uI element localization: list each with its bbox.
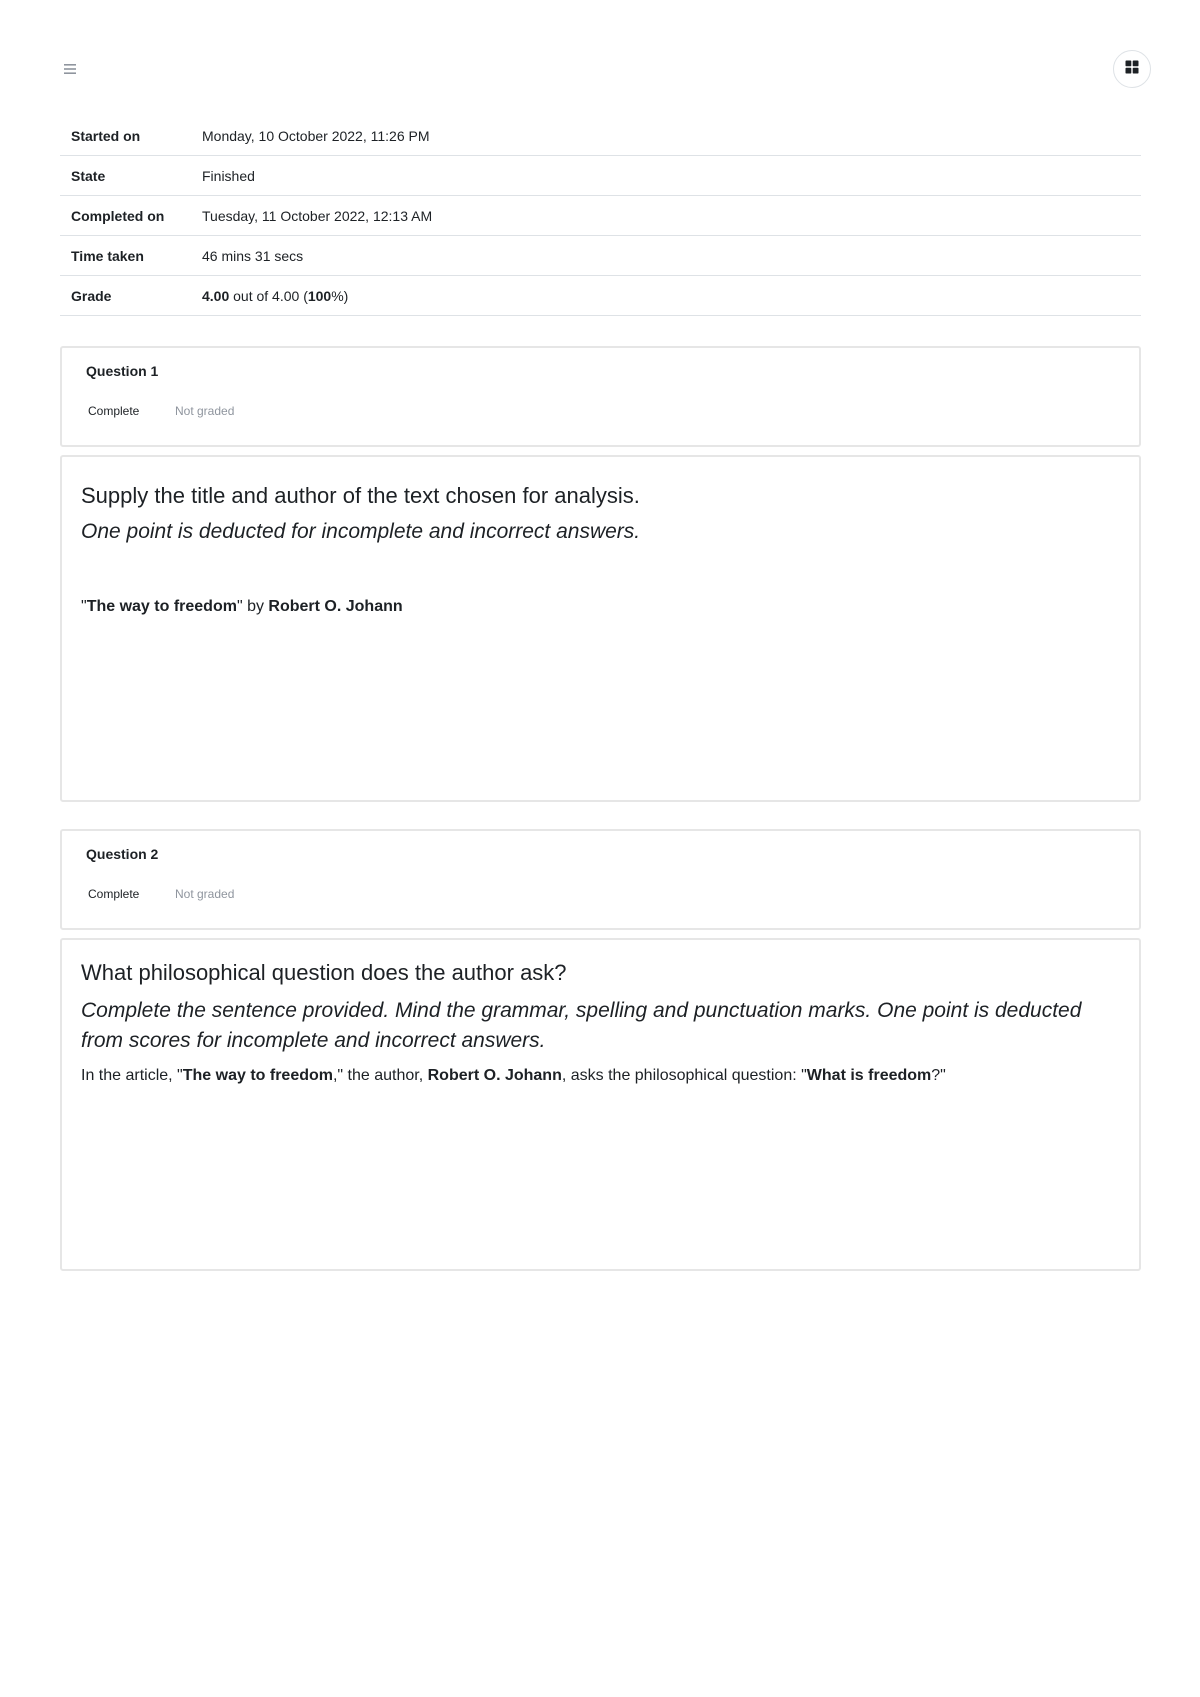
- question-grade: Not graded: [175, 404, 235, 418]
- summary-label: Time taken: [60, 236, 202, 276]
- answer-text: , asks the philosophical question: ": [561, 1067, 807, 1084]
- grid-icon: [1125, 60, 1139, 79]
- question-answer: [81, 1067, 1119, 1085]
- question-note: One point is deducted for incomplete and incorrect answers.: [81, 520, 641, 543]
- grade-score: 4.00: [202, 287, 230, 304]
- answer-text: In the article, ": [81, 1067, 183, 1084]
- summary-label: Grade: [60, 276, 202, 316]
- summary-value: Monday, 10 October 2022, 11:26 PM: [202, 116, 1141, 156]
- summary-value: 46 mins 31 secs: [202, 236, 1141, 276]
- question-text: Supply the title and author of the text chosen for analysis.: [81, 483, 640, 508]
- summary-row-started: [60, 116, 1141, 156]
- answer-author: Robert O. Johann: [268, 598, 403, 615]
- answer-text: ": [81, 598, 87, 615]
- summary-value: Finished: [202, 156, 1141, 196]
- summary-label: Completed on: [60, 196, 202, 236]
- question-2-content: [60, 938, 1141, 1271]
- summary-value: Tuesday, 11 October 2022, 12:13 AM: [202, 196, 1141, 236]
- question-grade: Not graded: [175, 887, 235, 901]
- grade-suffix: %): [331, 287, 349, 304]
- grade-percent: 100: [307, 287, 332, 304]
- summary-row-time-taken: [60, 236, 1141, 276]
- question-2-info: [60, 829, 1141, 930]
- grade-value: [202, 276, 1141, 316]
- summary-row-completed: [60, 196, 1141, 236]
- block-drawer-button[interactable]: [1113, 50, 1151, 88]
- question-answer: [81, 598, 1119, 616]
- question-number: Question 1: [86, 363, 159, 379]
- summary-label: Started on: [60, 116, 202, 156]
- menu-icon[interactable]: [63, 62, 77, 76]
- answer-text: ," the author,: [332, 1067, 428, 1084]
- answer-title: The way to freedom: [86, 598, 237, 615]
- question-state: Complete: [88, 887, 140, 901]
- question-number: Question 2: [86, 846, 159, 862]
- question-1-info: [60, 346, 1141, 447]
- summary-row-state: [60, 156, 1141, 196]
- answer-question: What is freedom: [806, 1067, 932, 1084]
- grade-out-of: out of 4.00 (: [229, 287, 308, 304]
- question-text: What philosophical question does the author ask?: [81, 960, 567, 985]
- question-note: Complete the sentence provided. Mind the grammar, spelling and punctuation marks. One point is deducted from scores for incomplete and incorrect answers.: [81, 999, 1082, 1052]
- question-state: Complete: [88, 404, 140, 418]
- question-1-content: [60, 455, 1141, 802]
- answer-author: Robert O. Johann: [427, 1067, 562, 1084]
- answer-title: The way to freedom: [182, 1067, 333, 1084]
- answer-text: " by: [236, 598, 269, 615]
- summary-row-grade: [60, 276, 1141, 316]
- answer-text: ?": [931, 1067, 946, 1084]
- summary-label: State: [60, 156, 202, 196]
- quiz-summary-table: [60, 116, 1141, 316]
